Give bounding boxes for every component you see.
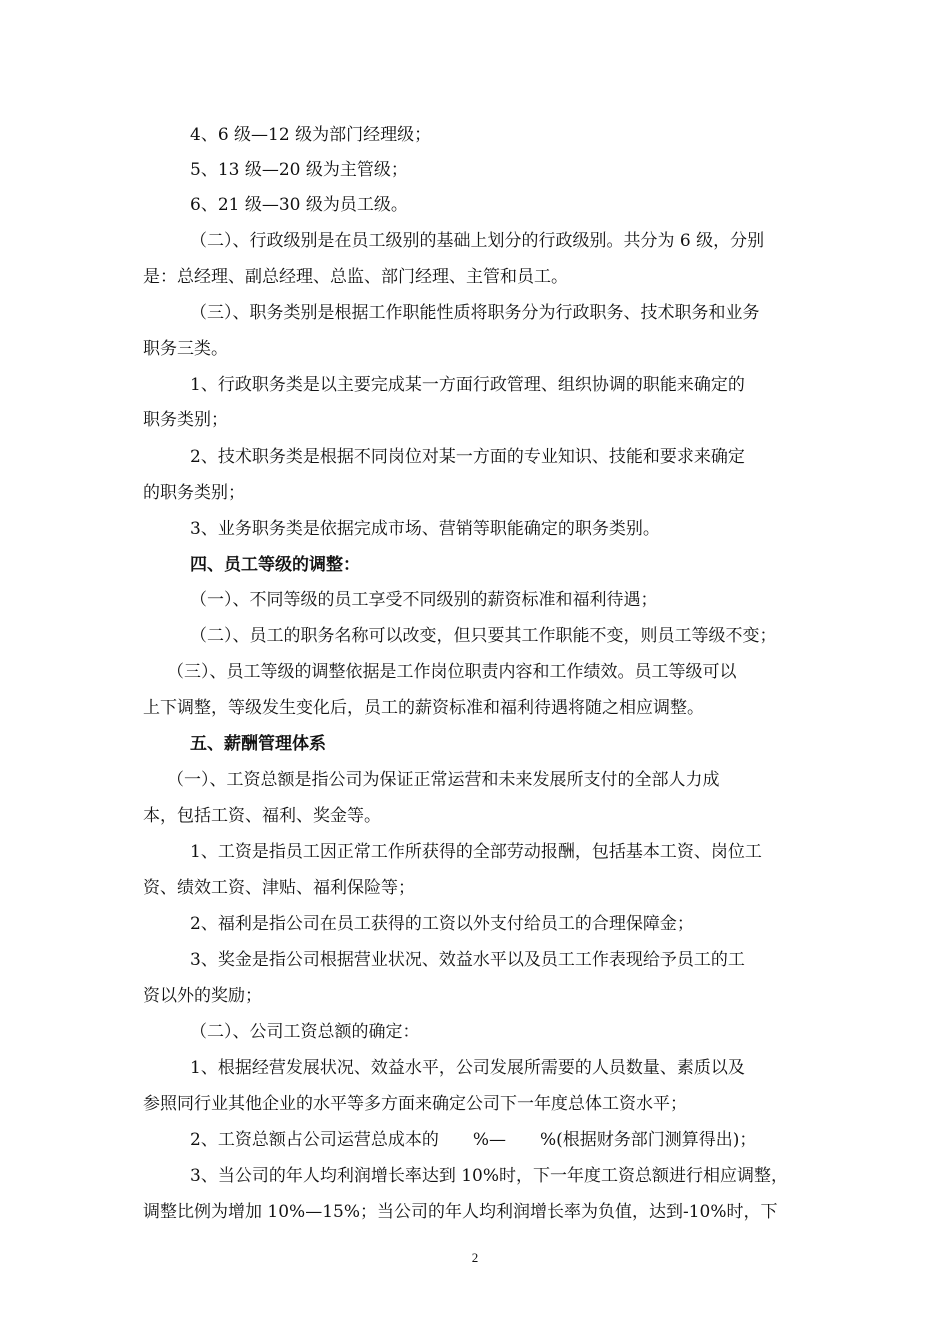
text-line: （一）、不同等级的员工享受不同级别的薪资标准和福利待遇； (190, 590, 658, 610)
text-line: 2、福利是指公司在员工获得的工资以外支付给员工的合理保障金； (190, 914, 694, 934)
text-line: （二）、公司工资总额的确定： (190, 1022, 420, 1042)
text-line: 调整比例为增加 10%—15%；当公司的年人均利润增长率为负值，达到-10%时，下 (143, 1202, 778, 1222)
text-line: 上下调整，等级发生变化后，员工的薪资标准和福利待遇将随之相应调整。 (143, 698, 704, 718)
text-line: 1、根据经营发展状况、效益水平，公司发展所需要的人员数量、素质以及 (190, 1058, 745, 1078)
text-line: （二）、行政级别是在员工级别的基础上划分的行政级别。共分为 6 级，分别 (190, 231, 765, 251)
text-line: （三）、职务类别是根据工作职能性质将职务分为行政职务、技术职务和业务 (190, 303, 760, 323)
text-line: （一）、工资总额是指公司为保证正常运营和未来发展所支付的全部人力成 (167, 770, 720, 790)
text-line: 资、绩效工资、津贴、福利保险等； (143, 878, 415, 898)
text-line: 职务类别； (143, 410, 228, 430)
text-line: 3、业务职务类是依据完成市场、营销等职能确定的职务类别。 (190, 519, 660, 539)
text-line: 资以外的奖励； (143, 986, 262, 1006)
text-line: 本，包括工资、福利、奖金等。 (143, 806, 381, 826)
text-line: 参照同行业其他企业的水平等多方面来确定公司下一年度总体工资水平； (143, 1094, 687, 1114)
text-line: 1、行政职务类是以主要完成某一方面行政管理、组织协调的职能来确定的 (190, 375, 745, 395)
text-line: 3、奖金是指公司根据营业状况、效益水平以及员工工作表现给予员工的工 (190, 950, 745, 970)
section-heading: 四、员工等级的调整： (190, 555, 360, 575)
text-line: 是：总经理、副总经理、总监、部门经理、主管和员工。 (143, 267, 568, 287)
text-line: 的职务类别； (143, 483, 245, 503)
section-heading: 五、薪酬管理体系 (190, 734, 326, 754)
text-line: （二）、员工的职务名称可以改变，但只要其工作职能不变，则员工等级不变； (190, 626, 777, 646)
text-line: （三）、员工等级的调整依据是工作岗位职责内容和工作绩效。员工等级可以 (167, 662, 737, 682)
text-line: 2、工资总额占公司运营总成本的 %— %(根据财务部门测算得出)； (190, 1130, 757, 1150)
text-line: 3、当公司的年人均利润增长率达到 10%时，下一年度工资总额进行相应调整， (190, 1166, 789, 1186)
text-line: 6、21 级—30 级为员工级。 (190, 195, 408, 215)
text-line: 5、13 级—20 级为主管级； (190, 160, 408, 180)
text-line: 4、6 级—12 级为部门经理级； (190, 125, 432, 145)
text-line: 职务三类。 (143, 339, 228, 359)
text-line: 1、工资是指员工因正常工作所获得的全部劳动报酬，包括基本工资、岗位工 (190, 842, 762, 862)
text-line: 2、技术职务类是根据不同岗位对某一方面的专业知识、技能和要求来确定 (190, 447, 745, 467)
page-number: 2 (471, 1250, 479, 1265)
